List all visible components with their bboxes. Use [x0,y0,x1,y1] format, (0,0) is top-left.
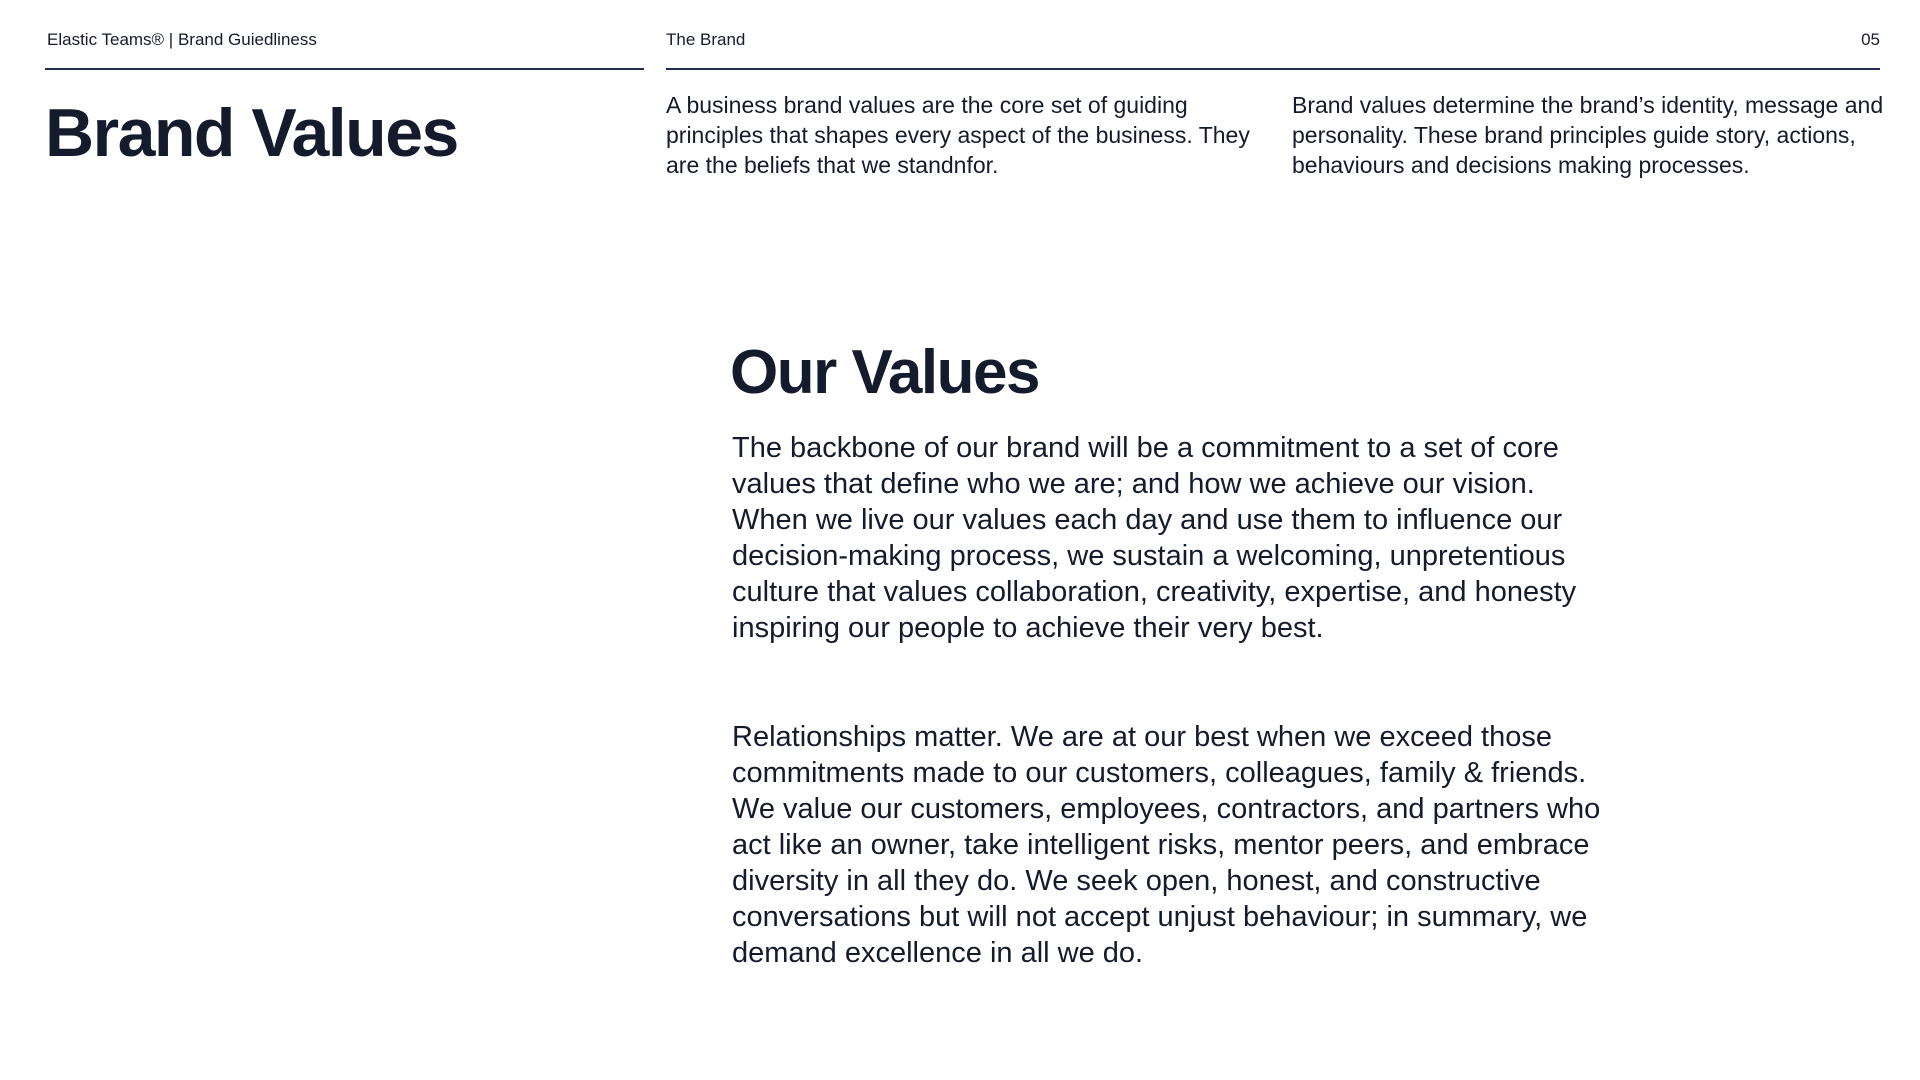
values-paragraph-1: The backbone of our brand will be a commitment to a set of core values that define who we are; and how we achieve our vision. When we live our values each day and use them to influence our decision-making process, we sustain a welcoming, unpretentious culture that values collaboration, creativity, expertise, and honesty inspiring our people to achieve their very best. [732,432,1577,644]
intro-paragraph-2: Brand values determine the brand’s identity, message and personality. These brand principles guide story, actions, behaviours and decisions making processes. [1292,92,1884,178]
page-number: 05 [1861,30,1880,49]
page-title: Brand Values [45,95,458,171]
document-title-label: Elastic Teams® | Brand Guiedliness [47,30,317,49]
header-rule-right [666,68,1880,70]
header-rule-left [45,68,644,70]
intro-paragraph-1: A business brand values are the core set of guiding principles that shapes every aspect of the business. They are the beliefs that we standnfor. [666,92,1250,178]
section-heading: Our Values [730,338,1039,407]
section-label: The Brand [666,30,746,49]
values-paragraph-2: Relationships matter. We are at our best when we exceed those commitments made to our customers, colleagues, family & friends. We value our customers, employees, contractors, and partners who act like an owner, take intelligent risks, mentor peers, and embrace diversity in all they do. We seek open, honest, and constructive conversations but will not accept unjust behaviour; in summary, we demand excellence in all we do. [732,721,1601,969]
